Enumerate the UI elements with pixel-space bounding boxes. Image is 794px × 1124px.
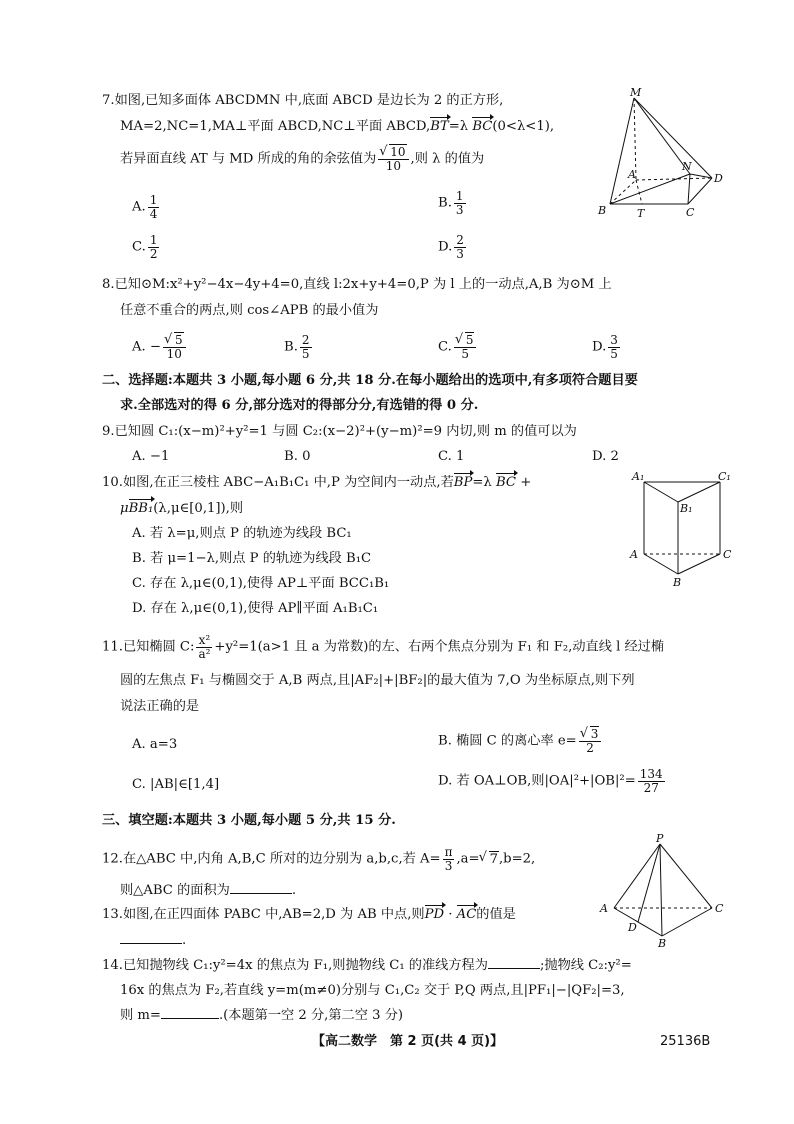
q11-optD-num: 134 <box>639 767 663 781</box>
edge-bc <box>662 908 712 936</box>
edge-pd <box>638 844 660 922</box>
q9-line1: 9.已知圆 C₁:(x−m)²+y²=1 与圆 C₂:(x−2)²+(y−m)²=9 内切,则 m 的值可以为 <box>102 424 577 439</box>
q11-ellipse-fraction <box>196 634 212 660</box>
q7-optB-label: B. <box>438 195 452 211</box>
q7-optC-label: C. <box>132 239 146 255</box>
q8-optD-den: 5 <box>610 346 618 361</box>
q8-optB-label: B. <box>284 339 298 355</box>
q8-option-a <box>132 334 188 360</box>
q11-optD-frac <box>638 768 665 794</box>
q9-option-b: B. 0 <box>284 449 311 464</box>
q9-option-a: A. −1 <box>132 449 170 464</box>
vector-bp: BP <box>453 475 473 490</box>
edge-bc <box>678 554 720 574</box>
q12-answer-blank[interactable] <box>230 893 292 894</box>
edge-pb <box>660 844 662 936</box>
q10-plus: + <box>520 475 532 490</box>
q8-optC-label: C. <box>438 339 452 355</box>
q8-optA-num: 5 <box>174 333 183 347</box>
q9-option-d: D. 2 <box>592 449 619 464</box>
q7-optA-label: A. <box>132 199 146 215</box>
q8-line1: 8.已知⊙M:x²+y²−4x−4y+4=0,直线 l:2x+y+4=0,P 为 l 上的一动点,A,B 为⊙M 上 <box>102 277 612 292</box>
q7-optA-frac <box>148 194 160 220</box>
label-c: C <box>715 902 724 915</box>
q14-answer-blank-2[interactable] <box>161 1018 219 1019</box>
q7-line3 <box>120 146 484 172</box>
q8-optD-label: D. <box>592 339 607 355</box>
label-t: T <box>637 207 645 220</box>
q13-dot: · <box>448 907 453 922</box>
q12-line1 <box>102 846 535 872</box>
edge-bn <box>610 174 690 204</box>
q7-optC-den: 2 <box>149 246 158 261</box>
edge-cd <box>688 178 712 204</box>
q7-optB-frac <box>454 190 466 216</box>
q11-optB-frac <box>579 728 602 754</box>
q8-optB-frac <box>300 334 312 360</box>
edge-nc <box>688 174 690 204</box>
q7-option-d <box>438 234 468 260</box>
q14-line1-text: 14.已知抛物线 C₁:y²=4x 的焦点为 F₁,则抛物线 C₁ 的准线方程为 <box>102 958 488 973</box>
q8-optB-den: 5 <box>301 346 310 361</box>
section2-heading-line2: 求.全部选对的得 6 分,部分选对的得部分分,有选错的得 0 分. <box>120 398 479 413</box>
q14-line3-tail: .(本题第一空 2 分,第二空 3 分) <box>218 1008 404 1023</box>
q10-option-c: C. 存在 λ,μ∈(0,1),使得 AP⊥平面 BCC₁B₁ <box>132 576 390 591</box>
q11-optB-den: 2 <box>586 740 594 755</box>
label-c1: C₁ <box>718 470 731 483</box>
q12-a-value: 7 <box>489 851 498 867</box>
q11-line1-text: 11.已知椭圆 C: <box>102 639 195 655</box>
q7-optD-num: 2 <box>456 233 464 247</box>
q10-mu: μ <box>120 501 129 516</box>
q14-line1-tail: ;抛物线 C₂:y²= <box>539 958 632 973</box>
q8-optA-label: A. − <box>132 339 161 355</box>
q11-option-d <box>438 768 667 794</box>
label-a: A <box>600 902 608 915</box>
q11-line1-tail: +y²=1(a>1 且 a 为常数)的左、右两个焦点分别为 F₁ 和 F₂,动直线 l 经过椭 <box>214 639 665 655</box>
q10-option-d: D. 存在 λ,μ∈(0,1),使得 AP∥平面 A₁B₁C₁ <box>132 601 379 616</box>
edge-b1c1 <box>678 482 720 502</box>
q8-option-b <box>284 334 314 360</box>
edge-pc <box>660 844 712 908</box>
vector-pd: PD <box>424 907 445 922</box>
q7-option-b <box>438 190 468 216</box>
q14-line3-text: 则 m= <box>120 1008 161 1023</box>
label-b1: B₁ <box>680 502 693 515</box>
q7-optD-frac <box>454 234 466 260</box>
q12-angle-den: 3 <box>444 858 453 873</box>
vector-bb1: BB₁ <box>128 501 154 516</box>
label-n: N <box>682 160 692 173</box>
q7-cos-fraction <box>378 146 408 172</box>
q11-frac-den: a² <box>198 646 211 661</box>
q11-option-c: C. |AB|∈[1,4] <box>132 777 220 792</box>
q8-optA-frac <box>163 334 186 360</box>
q12-line2-tail: . <box>291 883 297 898</box>
q13-line2-tail: . <box>182 933 187 948</box>
q12-line2 <box>120 882 296 899</box>
q7-optC-frac <box>148 234 160 260</box>
q8-optB-num: 2 <box>301 333 310 347</box>
q8-optD-frac <box>608 334 620 360</box>
q7-cos-num: 10 <box>390 145 406 159</box>
q12-line1-mid: ,a= <box>456 851 480 867</box>
q10-line2 <box>120 500 243 517</box>
label-a1: A₁ <box>632 470 645 483</box>
edge-md <box>634 98 712 178</box>
edge-pa <box>614 844 660 908</box>
q10-line1 <box>102 474 531 491</box>
label-b: B <box>673 576 682 588</box>
edge-ab <box>644 554 678 574</box>
label-a: A <box>630 548 638 561</box>
q11-frac-num: x² <box>196 634 212 648</box>
q7-option-c <box>132 234 161 260</box>
q7-eq: =λ <box>448 119 469 134</box>
paper-code: 25136B <box>660 1034 711 1049</box>
q8-option-c <box>438 334 478 360</box>
q8-option-d <box>592 334 622 360</box>
label-b: B <box>598 204 607 217</box>
q8-optC-frac <box>454 334 477 360</box>
q11-option-b <box>438 728 603 754</box>
q12-angle-fraction <box>443 846 455 872</box>
q10-line1-text: 10.如图,在正三棱柱 ABC−A₁B₁C₁ 中,P 为空间内一动点,若 <box>102 475 454 490</box>
vector-bc-q10: BC <box>495 475 516 490</box>
q7-cos-den: 10 <box>385 158 402 173</box>
q7-line2 <box>120 118 554 135</box>
q14-line3 <box>120 1007 403 1024</box>
q7-polyhedron-figure <box>592 86 732 220</box>
q7-optA-num: 1 <box>149 193 158 207</box>
q13-tetrahedron-figure <box>594 832 734 948</box>
vector-ac: AC <box>456 907 477 922</box>
label-c: C <box>723 548 732 561</box>
q7-line1: 7.如图,已知多面体 ABCDMN 中,底面 ABCD 是边长为 2 的正方形, <box>102 93 504 108</box>
q8-optA-den: 10 <box>166 346 182 361</box>
q10-option-b: B. 若 μ=1−λ,则点 P 的轨迹为线段 B₁C <box>132 551 372 566</box>
q7-line3-tail: ,则 λ 的值为 <box>410 151 485 167</box>
q10-line2-tail: (λ,μ∈[0,1]),则 <box>153 501 244 516</box>
edge-ab <box>614 908 662 936</box>
q13-line1-text: 13.如图,在正四面体 PABC 中,AB=2,D 为 AB 中点,则 <box>102 907 425 922</box>
q11-line3: 说法正确的是 <box>120 699 200 714</box>
page-footer-title: 【高二数学 第 2 页(共 4 页)】 <box>312 1034 504 1049</box>
q14-line2: 16x 的焦点为 F₂,若直线 y=m(m≠0)分别与 C₁,C₂ 交于 P,Q 两点,且|PF₁|−|QF₂|=3, <box>120 983 625 998</box>
label-m: M <box>630 86 642 99</box>
q7-optD-den: 3 <box>456 246 464 261</box>
q7-optD-label: D. <box>438 239 453 255</box>
q11-optB-num: 3 <box>590 727 599 741</box>
q11-line2: 圆的左焦点 F₁ 与椭圆交于 A,B 两点,且|AF₂|+|BF₂|的最大值为 7,O 为坐标原点,则下列 <box>120 673 635 688</box>
edge-ba <box>610 180 636 204</box>
q7-optC-num: 1 <box>149 233 158 247</box>
q8-optD-num: 3 <box>610 333 618 347</box>
q11-line1 <box>102 634 664 660</box>
q8-optC-num: 5 <box>465 333 474 347</box>
edge-mb <box>610 98 634 204</box>
q7-option-a <box>132 194 161 220</box>
q11-optB-text: B. 椭圆 C 的离心率 e= <box>438 733 577 749</box>
q7-optB-num: 1 <box>455 189 464 203</box>
q11-option-a: A. a=3 <box>132 737 178 752</box>
q14-answer-blank-1[interactable] <box>488 968 540 969</box>
q11-optD-den: 27 <box>643 780 659 795</box>
vector-bt: BT <box>430 119 449 134</box>
q13-line1-tail: 的值是 <box>476 907 516 922</box>
label-b: B <box>658 937 667 948</box>
q7-optA-den: 4 <box>149 206 158 221</box>
q7-optB-den: 3 <box>455 202 464 217</box>
q12-line1-text: 12.在△ABC 中,内角 A,B,C 所对的边分别为 a,b,c,若 A= <box>102 851 441 867</box>
q12-line1-tail: ,b=2, <box>498 851 536 867</box>
q14-line1 <box>102 957 632 974</box>
q13-line1 <box>102 906 516 923</box>
section2-heading-line1: 二、选择题:本题共 3 小题,每小题 6 分,共 18 分.在每小题给出的选项中,有多项符合题目要 <box>102 373 638 388</box>
label-c: C <box>686 206 695 219</box>
q12-line2-text: 则△ABC 的面积为 <box>120 883 230 898</box>
q13-line2 <box>120 932 186 949</box>
label-d: D <box>628 921 637 934</box>
q7-line3-text: 若异面直线 AT 与 MD 所成的角的余弦值为 <box>120 151 377 167</box>
vector-bc: BC <box>472 119 493 134</box>
q8-optC-den: 5 <box>461 346 469 361</box>
label-a: A <box>628 168 636 181</box>
q8-line2: 任意不重合的两点,则 cos∠APB 的最小值为 <box>120 303 379 318</box>
section3-heading: 三、填空题:本题共 3 小题,每小题 5 分,共 15 分. <box>102 813 396 828</box>
edge-a1b1 <box>644 482 678 502</box>
q12-angle-num: π <box>444 845 453 859</box>
q13-answer-blank[interactable] <box>120 943 182 944</box>
label-d: D <box>714 172 723 185</box>
q10-eq: =λ <box>472 475 492 490</box>
q7-line2-text: MA=2,NC=1,MA⊥平面 ABCD,NC⊥平面 ABCD, <box>120 119 431 134</box>
q10-option-a: A. 若 λ=μ,则点 P 的轨迹为线段 BC₁ <box>132 526 352 541</box>
label-p: P <box>656 832 664 845</box>
q9-option-c: C. 1 <box>438 449 465 464</box>
q7-line2-tail: (0<λ<1), <box>492 119 555 134</box>
q11-optD-text: D. 若 OA⊥OB,则|OA|²+|OB|²= <box>438 773 636 789</box>
q10-prism-figure <box>626 468 734 588</box>
